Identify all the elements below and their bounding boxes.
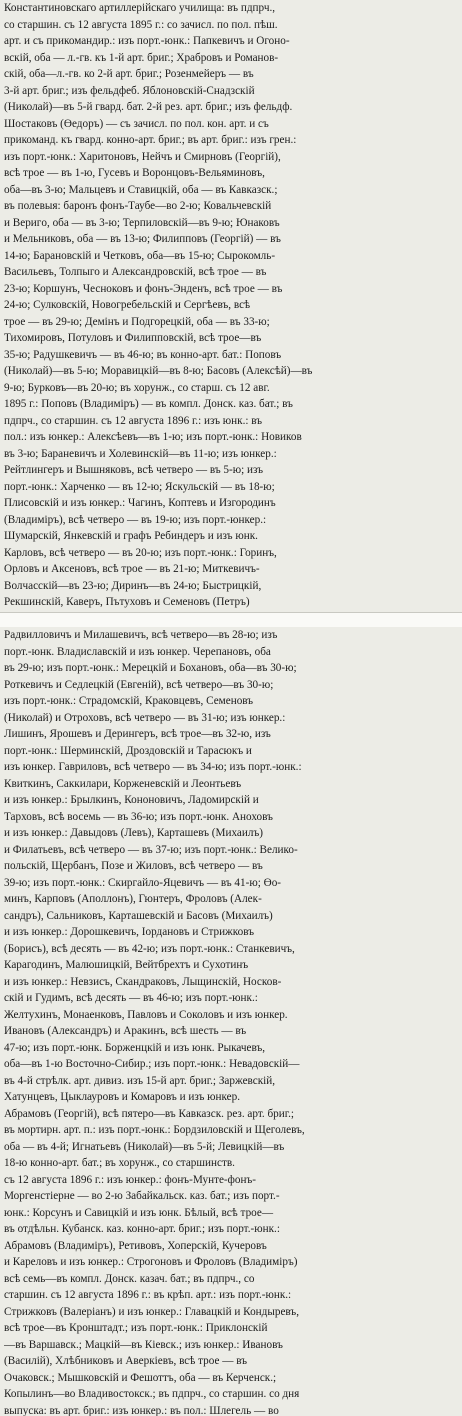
text-line: Абрамовъ (Владиміръ), Ретивовъ, Хоперскій, Кучеровъ [4, 1239, 267, 1252]
text-line: изъ юнкер. Гавриловъ, всѣ четверо — въ 34-ю; изъ порт.-юнк.: [4, 761, 302, 773]
text-line: (Василій), Хлѣбниковъ и Аверкіевъ, всѣ трое — въ [4, 1355, 248, 1367]
text-line: Плисовскій и изъ юнкер.: Чагинъ, Коптевъ и Изгородинъ [4, 497, 276, 509]
text-line: изъ порт.-юнк.: Страдомскій, Краковцевъ, Семеновъ [4, 695, 254, 707]
text-line: и Кареловъ и изъ юнкер.: Строгоновъ и Фроловъ (Владиміръ) [4, 1256, 298, 1268]
text-line: Лишинъ, Ярошевъ и Дерингеръ, всѣ трое—въ 32-ю, изъ [4, 728, 271, 740]
text-line: порт.-юнк. Владиславскій и изъ юнкер. Черепановъ, оба [4, 645, 271, 658]
text-line: въ отдѣльн. Кубанск. каз. конно-арт. бриг.; изъ порт.-юнк.: [4, 1223, 280, 1235]
text-line: порт.-юнк.: Шерминскій, Дроздовскій и Тарасюкъ и [4, 744, 252, 757]
text-line: Орловъ и Аксеновъ, всѣ трое — въ 21-ю; Миткевичъ- [4, 563, 260, 575]
text-line: оба—въ 3-ю; Мальцевъ и Ставицкій, оба — въ Кавказск.; [4, 183, 278, 196]
text-column-top [4, 0, 456, 612]
text-line: въ 3-ю; Бараневичъ и Холевинскій—въ 11-ю; изъ юнкер.: [4, 447, 277, 460]
text-line: пдпрч., со старшин. съ 12 августа 1896 г.: изъ юнк.: въ [4, 414, 263, 427]
text-line: Волчасскій—въ 23-ю; Диринъ—въ 24-ю; Быстрицкій, [4, 579, 262, 592]
text-line: Карловъ, всѣ четверо — въ 20-ю; изъ порт.-юнк.: Горинъ, [4, 546, 277, 559]
text-line: Желтухинъ, Монаенковъ, Павловъ и Соколовъ и изъ юнкер. [4, 1008, 288, 1021]
text-line: всѣ семь—въ компл. Донск. казач. бат.; въ пдпрч., со [4, 1272, 255, 1285]
text-line: Тарховъ, всѣ восемь — въ 36-ю; изъ порт.-юнк. Аноховъ [4, 810, 273, 823]
text-line: и изъ юнкер.: Брылкинъ, Кононовичъ, Ладомирскій и [4, 794, 259, 806]
text-line: и Филатьевъ, всѣ четверо — въ 37-ю; изъ порт.-юнк.: Велико- [4, 843, 298, 856]
text-line: Тихомировъ, Потуловъ и Филипповскій, всѣ трое—въ [4, 332, 262, 344]
text-line: Карагодинъ, Малюшицкій, Вейтбрехтъ и Сухотинъ [4, 959, 249, 971]
text-line: польскій, Щербанъ, Позе и Жиловъ, всѣ четверо — въ [4, 860, 263, 872]
text-line: трое — въ 29-ю; Демінъ и Подгорецкій, оба — въ 33-ю; [4, 315, 270, 328]
text-line: Квиткинъ, Саккилари, Корженевскій и Леонтьевъ [4, 777, 242, 790]
page-gap [0, 612, 462, 627]
text-line: 23-ю; Коршунъ, Чесноковъ и фонъ-Энденъ, всѣ трое — въ [4, 282, 283, 295]
text-line: скій, оба—л.-гв. ко 2-й арт. бриг.; Розенмейеръ — въ [4, 68, 254, 80]
text-line: (Николай)—въ 5-й гвард. бат. 2-й рез. арт. бриг.; изъ фельдф. [4, 101, 293, 113]
text-line: (Борисъ), всѣ десять — въ 42-ю; изъ порт.-юнк.: Станкевичъ, [4, 942, 295, 955]
text-line: Радвилловичъ и Милашевичъ, всѣ четверо—въ 28-ю; изъ [4, 629, 278, 641]
text-line: Шумарскій, Янкевскій и графъ Ребиндеръ и изъ юнк. [4, 530, 258, 542]
text-line: Константиновскаго артиллерійскаго училища: въ пдпрч., [4, 2, 276, 14]
text-line: Васильевъ, Толпыго и Александровскій, всѣ трое — въ [4, 266, 267, 278]
text-line: и изъ юнкер.: Невзисъ, Скандраковъ, Лыщинскій, Носков- [4, 975, 282, 988]
text-line: 24-ю; Сулковскій, Новогребельскій и Сергѣевъ, всѣ [4, 299, 251, 311]
text-line: Рекшинскій, Каверъ, Пътуховъ и Семеновъ (Петръ) [4, 596, 250, 608]
text-line: Моргенстіерне — во 2-ю Забайкальск. каз. бат.; изъ порт.- [4, 1190, 280, 1202]
text-line: пол.: изъ юнкер.: Алексѣевъ—въ 1-ю; изъ порт.-юнк.: Новиков [4, 431, 302, 443]
text-column-bottom [4, 627, 456, 1416]
text-line: старшин. съ 12 августа 1896 г.: въ крѣп. арт.: изъ порт.-юнк.: [4, 1289, 292, 1301]
text-line: 18-ю конно-арт. бат.; въ хорунж., со старшинств. [4, 1157, 235, 1169]
text-line: сандръ), Сальниковъ, Карташевскій и Басовъ (Михаилъ) [4, 909, 273, 922]
text-line: 9-ю; Бурковъ—въ 20-ю; въ хорунж., со старш. съ 12 авг. [4, 381, 270, 394]
text-line: всѣ трое—въ Кронштадт.; изъ порт.-юнк.: Приклонскій [4, 1322, 268, 1334]
text-line: оба — въ 4-й; Игнатьевъ (Николай)—въ 5-й; Левицкій—въ [4, 1140, 285, 1153]
text-line: Рейтлингеръ и Вышняковъ, всѣ четверо — въ 5-ю; изъ [4, 464, 263, 476]
text-line: въ 4-й стрѣлк. арт. дивиз. изъ 15-й арт. бриг.; Заржевскій, [4, 1074, 276, 1087]
text-line: и Мельниковъ, оба — въ 13-ю; Филипповъ (Георгій) — въ [4, 233, 281, 245]
text-line: вскій, оба — л.-гв. къ 1-й арт. бриг.; Храбровъ и Романов- [4, 51, 279, 64]
text-line: изъ порт.-юнк.: Харитоновъ, Нейчъ и Смирновъ (Георгій), [4, 150, 281, 163]
text-line: съ 12 августа 1896 г.: изъ юнкер.: фонъ-Мунте-фонъ- [4, 1173, 256, 1186]
text-line: 1895 г.: Поповъ (Владиміръ) — въ компл. Донск. каз. бат.; въ [4, 398, 293, 410]
text-line: 47-ю; изъ порт.-юнк. Борженцкій и изъ юнк. Рыкачевъ, [4, 1041, 266, 1054]
text-line: скій и Гудимъ, всѣ десять — въ 46-ю; изъ порт.-юнк.: [4, 992, 258, 1004]
text-line: въ мортирн. арт. п.: изъ порт.-юнк.: Бордзиловскій и Щеголевъ, [4, 1124, 305, 1136]
text-line: Абрамовъ (Георгій), всѣ пятеро—въ Кавказск. рез. арт. бриг.; [4, 1107, 294, 1120]
text-line: порт.-юнк.: Харченко — въ 12-ю; Яскульскій — въ 18-ю; [4, 480, 275, 493]
text-line: Копылинъ—во Владивостокск.; въ пдпрч., со старшин. со дня [4, 1388, 300, 1400]
text-line: Очаковск.; Мышковскій и Фешоттъ, оба — въ Керченск.; [4, 1371, 277, 1384]
text-line: 14-ю; Барановскій и Четковъ, оба—въ 15-ю; Сырокомль- [4, 249, 276, 262]
text-line: арт. и съ прикомандир.: изъ порт.-юнк.: Папкевичъ и Огоно- [4, 35, 290, 47]
text-line: со старшин. съ 12 августа 1895 г.: со зачисл. по пол. пѣш. [4, 18, 278, 31]
text-line: 39-ю; изъ порт.-юнк.: Скиргайло-Яцевичъ — въ 41-ю; Өо- [4, 876, 282, 889]
text-line: оба—въ 1-ю Восточно-Сибир.; изъ порт.-юнк.: Невадовскій— [4, 1058, 300, 1070]
text-line: юнк.: Корсунъ и Савицкій и изъ юнк. Бѣлый, всѣ трое— [4, 1206, 274, 1219]
text-line: и Веригo, оба — въ 3-ю; Терпиловскій—въ 9-ю; Юнаковъ [4, 216, 280, 229]
text-line: (Николай)—въ 5-ю; Моравицкій—въ 8-ю; Басовъ (Алексѣй)—въ [4, 365, 313, 377]
text-line: Хатунцевъ, Цыклауровъ и Комаровъ и изъ юнкер. [4, 1091, 241, 1103]
text-line: прикоманд. къ гвард. конно-арт. бриг.; въ арт. бриг.: изъ грен.: [4, 134, 297, 146]
text-line: выпуска: въ арт. бриг.: изъ юнкер.: въ пол.: Шлегель — во [4, 1404, 279, 1416]
text-line: и изъ юнкер.: Дорошкевичъ, Іордановъ и Стрижковъ [4, 926, 255, 938]
text-line: Стрижковъ (Валеріанъ) и изъ юнкер.: Главацкій и Кондыревъ, [4, 1305, 300, 1318]
text-line: въ полевыя: баронъ фонъ-Таубе—во 2-ю; Ковальчевскій [4, 200, 272, 212]
text-line: (Николай) и Отроховъ, всѣ четверо — въ 31-ю; изъ юнкер.: [4, 711, 286, 724]
text-line: и изъ юнкер.: Давыдовъ (Левъ), Карташевъ (Михаилъ) [4, 827, 263, 839]
text-line: въ 29-ю; изъ порт.-юнк.: Мерецкій и Бохановъ, оба—въ 30-ю; [4, 662, 297, 674]
text-line: 35-ю; Радушкевичъ — въ 46-ю; въ конно-арт. бат.: Поповъ [4, 348, 282, 361]
divider [0, 612, 462, 613]
text-line: (Владиміръ), всѣ четверо — въ 19-ю; изъ порт.-юнкер.: [4, 513, 267, 526]
text-line: —въ Варшавск.; Мацкій—въ Кіевск.; изъ юнкер.: Ивановъ [4, 1338, 283, 1351]
text-line: минъ, Карповъ (Аполлонъ), Гюнтеръ, Фроловъ (Алек- [4, 893, 262, 905]
text-line: Ивановъ (Александръ) и Аракинъ, всѣ шесть — въ [4, 1025, 247, 1037]
text-line: Роткевичъ и Седлецкій (Евгеній), всѣ четверо—въ 30-ю; [4, 678, 274, 691]
text-line: всѣ трое — въ 1-ю, Гусевъ и Воронцовъ-Вельяминовъ, [4, 167, 265, 179]
text-line: Шостаковъ (Өедоръ) — съ зачисл. по пол. кон. арт. и съ [4, 117, 269, 130]
text-line: 3-й арт. бриг.; изъ фельдфеб. Яблоновскій-Снадзскій [4, 84, 255, 97]
